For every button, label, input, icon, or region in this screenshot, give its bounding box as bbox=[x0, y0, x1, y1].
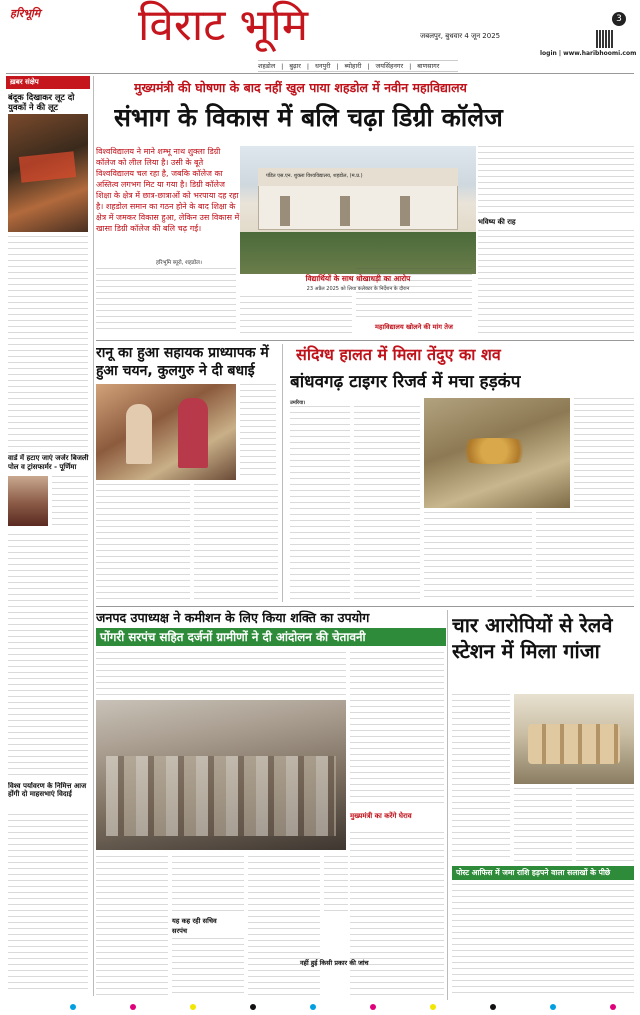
sidebar-rule bbox=[93, 76, 94, 996]
story4-body-col1 bbox=[96, 856, 168, 996]
story2-headline: रानू का हुआ सहायक प्राध्यापक में हुआ चयन, कुलगुरु ने दी बधाई bbox=[96, 345, 269, 379]
story3-headline: बांधवगढ़ टाइगर रिजर्व में मचा हड़कंप bbox=[290, 372, 521, 392]
story4-sub-sarpanch: सरपंच bbox=[172, 927, 188, 935]
nav-item-shahdol[interactable]: शहडोल bbox=[258, 62, 276, 70]
story3-body-col6 bbox=[354, 484, 420, 602]
story3-body-col3 bbox=[574, 398, 634, 508]
story4-body-col6 bbox=[350, 832, 444, 996]
story4-kicker: जनपद उपाध्यक्ष ने कमीशन के लिए किया शक्ति का उपयोग bbox=[96, 610, 370, 625]
story4-body-col5 bbox=[350, 652, 444, 808]
page-title: विराट भूमि bbox=[138, 0, 309, 51]
story2-body-col3 bbox=[240, 384, 276, 480]
nav-item-budhar[interactable]: बुढ़ार bbox=[289, 62, 301, 70]
story4-body-col2 bbox=[172, 856, 244, 914]
story3-dateline: उमरिया। bbox=[290, 400, 306, 406]
brand-logo: हरिभूमि bbox=[10, 7, 41, 20]
story4-headline: पोंगरी सरपंच सहित दर्जनों ग्रामीणों ने दी आंदोलन की चेतावनी bbox=[96, 628, 446, 646]
story2-rule bbox=[282, 344, 283, 602]
lead-divider bbox=[96, 340, 634, 341]
nav-item-bansagar[interactable]: बाणसागर bbox=[417, 62, 440, 70]
nav-item-jaisinghnagar[interactable]: जयसिंहनगर bbox=[375, 62, 404, 70]
story4-sub-sachiv: यह कह रही सचिव bbox=[172, 917, 217, 925]
story5-body-col2 bbox=[514, 788, 572, 862]
lead-subhead-future: भविष्य की राह bbox=[478, 218, 516, 226]
registration-strip bbox=[0, 1000, 640, 1015]
story2-body-col2 bbox=[194, 484, 278, 600]
sidebar-item1-title: बंदूक दिखाकर लूट दो युवकों ने की लूट bbox=[8, 92, 75, 112]
mid-divider bbox=[96, 606, 634, 607]
sidebar-item2-title: वार्ड में हटाए जाएं जर्जर बिजली पोल व ट्रांसफार्मर - पूर्णिमा bbox=[8, 454, 89, 471]
story6-body bbox=[452, 884, 634, 996]
lead-photo-caption: विद्यार्थियों के साथ धोखाधड़ी का आरोप bbox=[305, 274, 411, 283]
story3-body-col1 bbox=[290, 406, 350, 602]
sidebar bbox=[6, 76, 90, 996]
masthead bbox=[0, 0, 640, 70]
story4-body-col4a bbox=[324, 856, 348, 912]
city-nav: शहडोल | बुढ़ार | धनपुरी | ब्योहारी | जयसिंहनगर | बाणसागर bbox=[258, 60, 458, 72]
story5-photo-ganja bbox=[514, 694, 634, 784]
story5-headline: चार आरोपियों से रेलवे स्टेशन में मिला गांजा bbox=[452, 613, 613, 663]
sidebar-header: ख़बर संक्षेप bbox=[6, 76, 90, 89]
story4-body-col3 bbox=[248, 856, 320, 996]
story3-body-col4 bbox=[424, 512, 532, 602]
sidebar-photo-person bbox=[8, 476, 48, 526]
sidebar-item1-body bbox=[8, 236, 88, 454]
sidebar-photo-poster bbox=[8, 114, 88, 232]
lead-body-col5 bbox=[478, 230, 634, 336]
story5-body-col1 bbox=[452, 694, 510, 862]
nav-item-dhanpuri[interactable]: धनपुरी bbox=[315, 62, 331, 70]
page-number: 3 bbox=[612, 12, 626, 26]
story5-body-col3 bbox=[576, 788, 634, 862]
lead-body-col2 bbox=[240, 296, 352, 336]
story4-sub-no-inquiry: नहीं हुई किसी प्रकार की जांच bbox=[300, 959, 369, 967]
lead-photo-university bbox=[240, 146, 476, 274]
story3-body-col2 bbox=[354, 406, 420, 480]
story3-body-col5 bbox=[536, 512, 634, 602]
sidebar-item3-title: विश्व पर्यावरण के निमित्त आज होंगी दो माहसभाएं विदाई bbox=[8, 782, 87, 799]
story4-sub-cm-gherao: मुख्यमंत्री का करेंगे घेराव bbox=[350, 812, 412, 820]
lead-subhead-demand: महाविद्यालय खोलने की मांग तेज bbox=[375, 323, 453, 331]
story6-headline: पोस्ट आफिस में जमा राशि हड़पने वाला सलाखों के पीछे bbox=[452, 866, 634, 880]
story4-intro bbox=[96, 652, 346, 696]
university-sign: पंडित एस.एन. शुक्ला विश्वविद्यालय, शहडोल, (म.प्र.) bbox=[266, 173, 363, 179]
edition-date: जबलपुर, बुधवार 4 जून 2025 bbox=[420, 32, 501, 40]
lead-pullquote: विश्वविद्यालय ने माने शम्भू नाथ शुक्ला डिग्री कॉलेज को लील लिया है। उसी के बूते विश्वविद्यालय चल रहा है, जबकि कॉलेज का अस्तित्व लगभग मिट या गया है। डिग्री कॉलेज शिक्षा के क्षेत्र में छात्र-छात्राओं को भरपाया दह रहा है। शहडोल समान का गठन होने के बाद शिक्षा के क्षेत्र में जमकर विकास हुआ, लेकिन उस विकास में खासा डिग्री कॉलेज की बलि चढ़ गई। bbox=[96, 147, 240, 233]
story4-body-col2b bbox=[172, 938, 244, 996]
qr-code-icon bbox=[596, 30, 614, 48]
lead-byline: हरिभूमि ब्यूरो, शहडोल। bbox=[156, 260, 202, 266]
sidebar-item2-body-a bbox=[52, 476, 88, 528]
story2-photo-ceremony bbox=[96, 384, 236, 480]
lead-body-col3 bbox=[356, 268, 472, 320]
sidebar-item3-body bbox=[8, 814, 88, 994]
story3-photo-leopard bbox=[424, 398, 570, 508]
story3-kicker: संदिग्ध हालत में मिला तेंदुए का शव bbox=[296, 345, 501, 364]
sidebar-item2-body-b bbox=[8, 534, 88, 780]
nav-item-beohari[interactable]: ब्योहारी bbox=[344, 62, 362, 70]
site-login: login | www.haribhoomi.com bbox=[540, 50, 637, 57]
lead-body-col1 bbox=[96, 268, 236, 334]
lead-headline: संभाग के विकास में बलि चढ़ा डिग्री कॉलेज bbox=[114, 103, 503, 132]
masthead-divider bbox=[6, 73, 634, 74]
story2-body-col1 bbox=[96, 484, 190, 600]
lead-kicker: मुख्यमंत्री की घोषणा के बाद नहीं खुल पाया शहडोल में नवीन महाविद्यालय bbox=[134, 80, 467, 95]
lead-photo-subcaption: 23 अप्रैल 2025 को लिया कलेक्टर के निर्देशन के दौरान bbox=[306, 286, 410, 292]
lead-body-col4 bbox=[478, 146, 634, 216]
story4-photo-crowd bbox=[96, 700, 346, 850]
story4-rule bbox=[447, 610, 448, 1000]
